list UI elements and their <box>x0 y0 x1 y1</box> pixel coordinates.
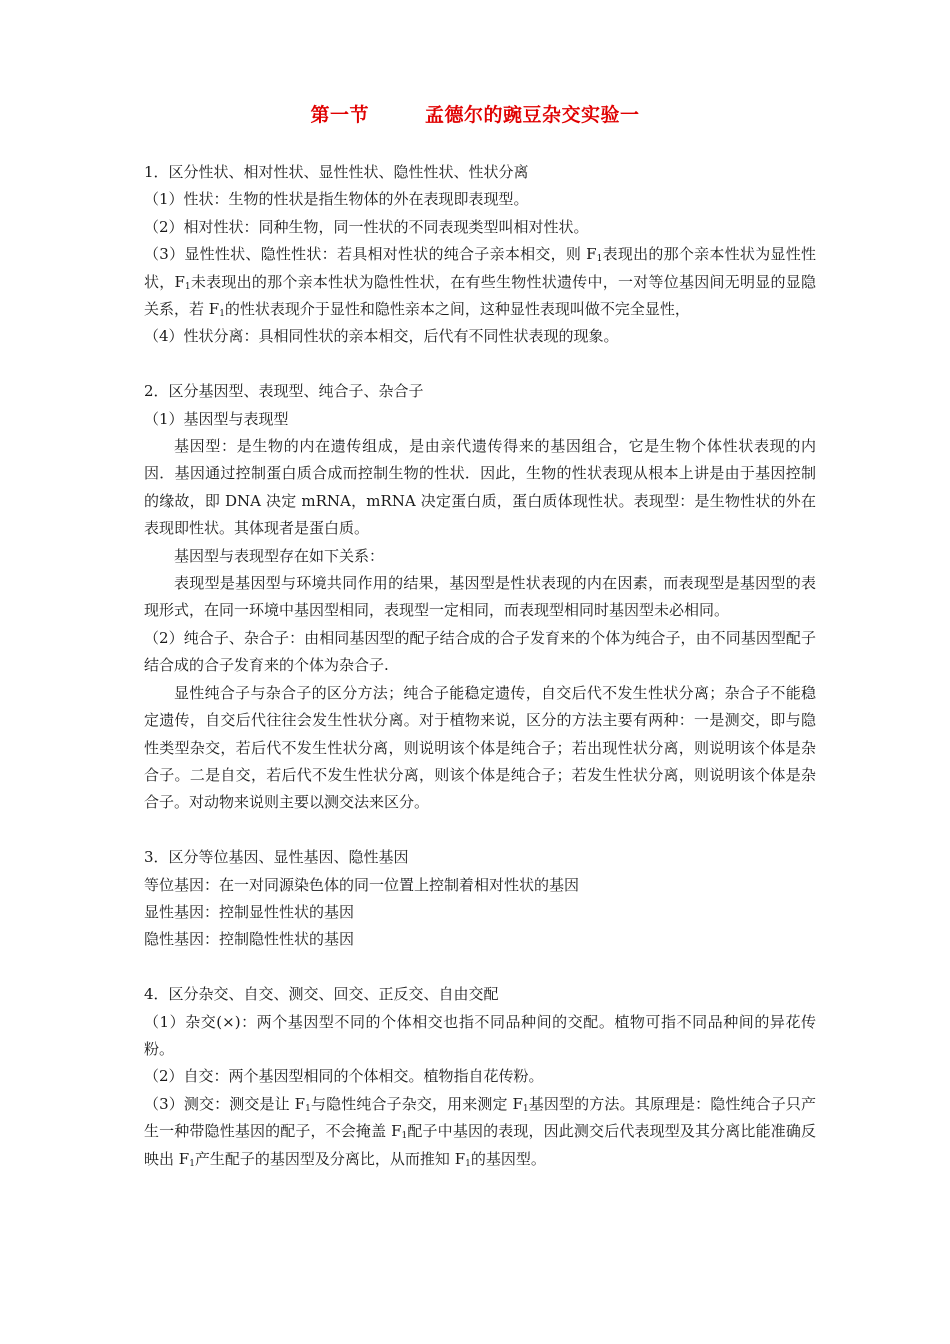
paragraph: （1）基因型与表现型 <box>144 409 289 428</box>
page-title <box>0 100 950 127</box>
title-section: 第一节 <box>310 104 369 126</box>
paragraph: （4）性状分离：具相同性状的亲本相交，后代有不同性状表现的现象。 <box>144 327 619 346</box>
paragraph: 基因型与表现型存在如下关系： <box>174 546 385 565</box>
paragraph: （2）纯合子、杂合子：由相同基因型的配子结合成的合子发育来的个体为纯合子，由不同基因型配子结合成的合子发育来的个体为杂合子. <box>144 628 816 675</box>
document-body <box>144 159 816 1173</box>
paragraph: 隐性基因：控制隐性性状的基因 <box>144 930 355 949</box>
section-1-heading: 1．区分性状、相对性状、显性性状、隐性性状、性状分离 <box>144 163 529 181</box>
paragraph: （3）显性性状、隐性性状：若具相对性状的纯合子亲本相交，则 $F_1$表现出的那个亲本性状为显性性状，$F_1$未表现出的那个亲本性状为隐性性状，在有些生物性状遗传中，一对等位基因间无明显的显隐关系，若 $F_1$的性状表现介于显性和隐性亲本之间，这种显性表现叫做不完全显性， <box>144 245 816 320</box>
paragraph: 显性纯合子与杂合子的区分方法；纯合子能稳定遗传，自交后代不发生性状分离；杂合子不能稳定遗传，自交后代往往会发生性状分离。对于植物来说，区分的方法主要有两种：一是测交，即与隐性类型杂交，若后代不发生性状分离，则说明该个体是纯合子；若出现性状分离，则说明该个体是杂合子。二是自交，若后代不发生性状分离，则该个体是纯合子；若发生性状分离，则说明该个体是杂合子。对动物来说则主要以测交法来区分。 <box>144 683 816 812</box>
paragraph: 等位基因：在一对同源染色体的同一位置上控制着相对性状的基因 <box>144 875 580 894</box>
section-3-heading: 3．区分等位基因、显性基因、隐性基因 <box>144 848 409 867</box>
paragraph: （3）测交：测交是让 $F_1$与隐性纯合子杂交，用来测定 $F_1$基因型的方法。其原理是：隐性纯合子只产生一种带隐性基因的配子，不会掩盖 $F_1$配子中基因的表现，因此测交后代表现型及其分离比能准确反映出 $F_1$产生配子的基因型及分离比，从而推知 $F_1$的基因型。 <box>144 1094 816 1169</box>
section-2-heading: 2．区分基因型、表现型、纯合子、杂合子 <box>144 382 424 401</box>
paragraph: 表现型是基因型与环境共同作用的结果，基因型是性状表现的内在因素，而表现型是基因型的表现形式，在同一环境中基因型相同，表现型一定相同，而表现型相同时基因型未必相同。 <box>144 574 816 620</box>
paragraph: 显性基因：控制显性性状的基因 <box>144 902 355 921</box>
paragraph: （1）杂交(×)：两个基因型不同的个体相交也指不同品种间的交配。植物可指不同品种间的异花传粉。 <box>144 1012 816 1058</box>
title-text: 孟德尔的豌豆杂交实验一 <box>425 104 640 126</box>
section-4-heading: 4．区分杂交、自交、测交、回交、正反交、自由交配 <box>144 985 499 1004</box>
paragraph: （1）性状：生物的性状是指生物体的外在表现即表现型。 <box>144 190 529 209</box>
paragraph: 基因型：是生物的内在遗传组成，是由亲代遗传得来的基因组合，它是生物个体性状表现的内因．基因通过控制蛋白质合成而控制生物的性状．因此，生物的性状表现从根本上讲是由于基因控制的缘故，即 DNA 决定 mRNA，mRNA 决定蛋白质，蛋白质体现性状。表现型：是生物性状的外在表现即性状。其体现者是蛋白质。 <box>144 437 816 538</box>
paragraph: （2）相对性状：同种生物，同一性状的不同表现类型叫相对性状。 <box>144 217 589 236</box>
paragraph: （2）自交：两个基因型相同的个体相交。植物指自花传粉。 <box>144 1067 544 1086</box>
